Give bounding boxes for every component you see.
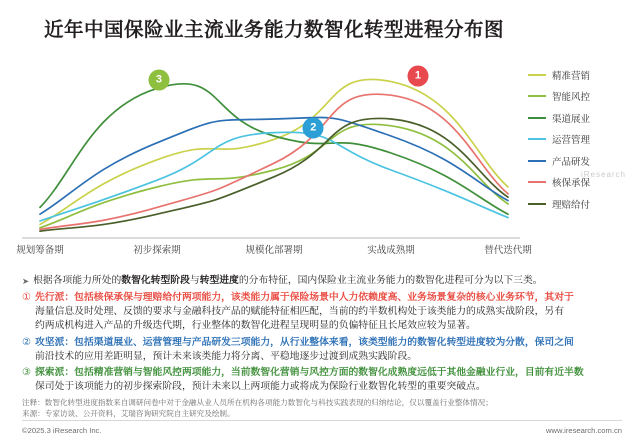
note-number-1: ① — [22, 292, 31, 303]
footer-line-2: 来源：专家访谈、公开资料，艾瑞咨询研究院自主研究及绘制。 — [22, 409, 235, 418]
site-url: www.iresearch.com.cn — [546, 426, 622, 435]
footer-notes — [22, 397, 622, 419]
note-body-1 — [35, 291, 622, 334]
note-2-line-2: 前沿技术的应用差距明显，预计未来该类能力将分离、平稳地逐步过渡到成熟实践阶段。 — [35, 350, 418, 362]
note-item-2 — [22, 336, 622, 364]
note-3-line-2: 保司处于该项能力的初步探索阶段，预计未来以上两项能力或将成为保险行业数智化转型的重要突破点。 — [35, 381, 486, 393]
chart-marker-1: 1 — [407, 66, 428, 87]
x-tick-label-1: 规划筹备期 — [16, 245, 64, 256]
x-tick-label-3: 规模化部署期 — [245, 245, 303, 256]
note-1-line-3: 约两成机构进入产品的升级迭代期，行业整体的数智化进程呈现明显的负偏特征且长尾效应较为显著。 — [35, 320, 476, 332]
notes-head-b1: 数智化转型阶段 — [121, 275, 190, 286]
legend-item-7[interactable] — [528, 193, 636, 215]
chart-marker-2: 2 — [303, 118, 324, 139]
legend-swatch-icon — [528, 95, 546, 97]
note-number-3: ③ — [22, 367, 31, 379]
bullet-arrow-icon: ➤ — [22, 276, 30, 286]
legend-label: 智能风控 — [552, 92, 591, 104]
note-item-3 — [22, 366, 622, 394]
copyright: ©2025.3 iResearch Inc. — [22, 426, 102, 435]
x-axis-labels — [16, 242, 532, 262]
series-paths — [40, 79, 508, 231]
note-number-2: ② — [22, 336, 31, 348]
notes-heading — [22, 274, 622, 289]
notes-head-b2: 转型进度 — [199, 275, 239, 286]
footer-line-1: 注释：数智化转型进度指数来自调研问卷中对于金融从业人员所在机构各项能力数智化与科技实践表现的归纳结论，仅以覆盖行业整体情况； — [22, 398, 493, 407]
legend-item-5[interactable] — [528, 150, 636, 172]
x-tick-label-4: 实战成熟期 — [367, 245, 415, 256]
legend-label: 精准营销 — [552, 70, 591, 82]
legend-label: 渠道展业 — [552, 113, 591, 125]
legend-label: 运营管理 — [552, 135, 591, 147]
notes-heading-text — [33, 274, 542, 289]
legend-swatch-icon — [528, 74, 546, 76]
chart-container — [0, 52, 640, 270]
notes-block — [22, 274, 622, 394]
note-body-3 — [35, 366, 622, 394]
chart-legend — [528, 64, 636, 215]
series-line-1 — [40, 79, 508, 224]
legend-label: 核保承保 — [552, 178, 591, 190]
legend-swatch-icon — [528, 203, 546, 205]
x-tick-label-2: 初步探索期 — [133, 245, 181, 256]
legend-item-1[interactable] — [528, 64, 636, 86]
watermark: iResearch — [580, 170, 626, 179]
legend-item-3[interactable] — [528, 107, 636, 129]
note-3-line-1: 探索派：包括精准营销与智能风控两项能力，当前数智化营销与风控方面的数智化成熟度远低于其他金融业行业，目前有近半数 — [35, 367, 584, 379]
notes-head-post: 的分布特征，国内保险业主流业务能力的数智化进程可分为以下三类。 — [238, 275, 543, 286]
legend-label: 产品研发 — [552, 156, 591, 168]
note-body-2 — [35, 336, 622, 364]
legend-swatch-icon — [528, 117, 546, 119]
legend-item-4[interactable] — [528, 129, 636, 151]
x-tick-label-5: 替代迭代期 — [484, 245, 532, 256]
chart-marker-3: 3 — [148, 69, 169, 90]
legend-label: 理赔给付 — [552, 199, 591, 211]
footer-divider — [22, 420, 622, 421]
legend-swatch-icon — [528, 138, 546, 140]
legend-item-2[interactable] — [528, 86, 636, 108]
chart-plot — [22, 60, 520, 240]
legend-swatch-icon — [528, 160, 546, 162]
page-title: 近年中国保险业主流业务能力数智化转型进程分布图 — [44, 19, 505, 41]
legend-swatch-icon — [528, 181, 546, 183]
note-2-line-1: 攻坚派：包括渠道展业、运营管理与产品研发三项能力，从行业整体来看，该类型能力的数智化转型进度较为分散，保司之间 — [35, 336, 574, 348]
notes-head-pre: 根据各项能力所处的 — [33, 275, 122, 286]
note-item-1 — [22, 291, 622, 334]
note-1-line-2: 海量信息及时处理、反馈的要求与金融科技产品的赋能特征相匹配，当前的约半数机构处于该类能力的成熟实战阶段，另有 — [35, 306, 565, 318]
notes-head-mid: 与 — [189, 275, 200, 286]
chart-svg — [22, 60, 520, 240]
note-1-line-1: 先行派：包括核保承保与理赔给付两项能力，该类能力属于保险场景中人力依赖度高、业务场景复杂的核心业务环节，其对于 — [35, 292, 574, 303]
